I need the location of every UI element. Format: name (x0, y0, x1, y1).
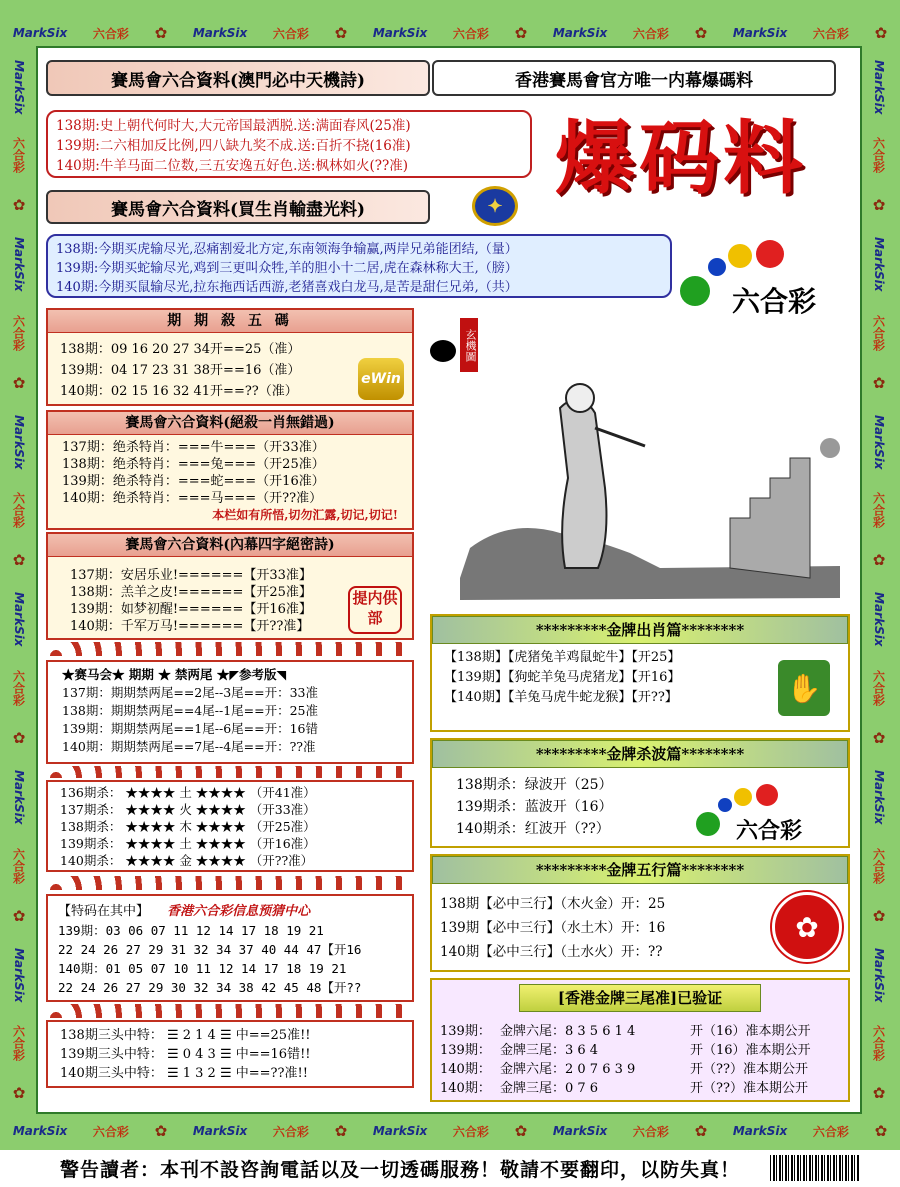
kill-element-row: 138期杀： ★★★★ 木 ★★★★ （开25准） (60, 819, 316, 834)
section-title: ★赛马会★ 期期 ★ 禁两尾 ★◤参考版◥ (62, 667, 287, 682)
special-row: 139期：03 06 07 11 12 14 17 18 19 21 (58, 923, 324, 938)
header-subtitle: 賽馬會六合資料(買生肖輸盡光料) (46, 190, 430, 224)
brand-marksix: MarkSix (12, 592, 26, 647)
flower-icon: ✿ (870, 906, 888, 925)
three-tail-row: 139期： 金牌三尾：3 6 4 开（16）准本期公开 (440, 1043, 811, 1058)
lose-line: 139期:今期买蛇输尽光,鸡到三更叫众牲,羊的胆小十二居,虎在森林称大王,（膀） (56, 261, 518, 276)
kill-one-row: 139期：绝杀特肖：===蛇===（开16准） (62, 474, 325, 489)
section-title: 賽馬會六合資料(絕殺一肖無錯過) (48, 412, 412, 435)
lose-line: 140期:今期买鼠输尽光,拉东拖西话西游,老猪喜戏白龙马,是苦是甜仨兄弟,（共） (56, 280, 518, 295)
brand-marksix: MarkSix (12, 59, 26, 114)
decorative-divider (46, 766, 414, 778)
flower-icon: ✿ (870, 551, 888, 570)
brand-marksix: MarkSix (872, 237, 886, 292)
brand-marksix: MarkSix (372, 1124, 428, 1138)
brand-liuhecai: 六合彩 (272, 1124, 309, 1139)
brand-liuhecai: 六合彩 (11, 847, 26, 884)
four-char-row: 139期：如梦初醒!======【开16准】 (70, 602, 312, 617)
header-left-title: 賽馬會六合資料(澳門必中天機詩) (46, 60, 430, 96)
brand-liuhecai: 六合彩 (812, 1124, 849, 1139)
poem-line: 138期:史上朝代何时大,大元帝国最洒脱.送:满面春风(25准) (56, 118, 411, 134)
brand-liuhecai: 六合彩 (871, 314, 886, 351)
flower-icon: ✿ (154, 24, 168, 42)
handshake-icon: ✋ (778, 660, 830, 716)
two-tail-row: 137期：期期禁两尾==2尾--3尾==开：33准 (62, 685, 319, 700)
lose-line: 138期:今期买虎输尽光,忍痛割爱北方定,东南领海争输赢,两岸兄弟能团结,（量） (56, 242, 518, 257)
jockey-club-logo: ✦ (472, 186, 518, 226)
brand-liuhecai: 六合彩 (871, 492, 886, 529)
brand-liuhecai: 六合彩 (812, 26, 849, 41)
two-tail-section (46, 660, 414, 764)
flower-icon: ✿ (10, 551, 28, 570)
gold-zodiac-section (430, 614, 850, 732)
brand-liuhecai: 六合彩 (11, 314, 26, 351)
five-row: 140期【必中三行】（土水火）开：?? (440, 944, 663, 960)
four-char-row: 138期：羔羊之皮!======【开25准】 (70, 585, 312, 600)
flower-icon: ✿ (10, 1084, 28, 1103)
three-head-row: 140期三头中特： ☰ 1 3 2 ☰ 中==??准!! (60, 1066, 308, 1081)
decorative-divider (46, 1004, 414, 1018)
kill-element-row: 137期杀： ★★★★ 火 ★★★★ （开33准） (60, 802, 316, 817)
decorative-divider (46, 642, 414, 656)
gold-five-section (430, 854, 850, 972)
special-center: 香港六合彩信息预猜中心 (167, 904, 311, 919)
section-title: *********金牌五行篇******** (432, 856, 848, 884)
flower-icon: ✿ (334, 1122, 348, 1140)
kill-element-section (46, 780, 414, 872)
brand-liuhecai: 六合彩 (871, 137, 886, 174)
kill-element-row: 136期杀： ★★★★ 土 ★★★★ （开41准） (60, 785, 316, 800)
section-title: *********金牌出肖篇******** (432, 616, 848, 644)
brand-marksix: MarkSix (12, 947, 26, 1003)
flower-icon: ✿ (334, 24, 348, 42)
flower-icon: ✿ (694, 1122, 708, 1140)
brand-liuhecai: 六合彩 (272, 26, 309, 41)
lose-zodiac-box (46, 234, 672, 298)
flower-icon: ✿ (694, 24, 708, 42)
brand-marksix: MarkSix (372, 26, 428, 40)
kill-five-row: 140期：02 15 16 32 41开==??（准） (60, 384, 298, 399)
flower-icon: ✿ (154, 1122, 168, 1140)
flower-icon: ✿ (874, 1122, 888, 1140)
poem-line: 139期:二六相加反比例,四八缺九奖不成.送:百折不挠(16准) (56, 138, 411, 154)
wave-row: 139期杀：蓝波开（16） (456, 799, 613, 815)
brand-marksix: MarkSix (192, 1124, 248, 1138)
flower-icon: ✿ (10, 728, 28, 747)
brand-liuhecai: 六合彩 (871, 847, 886, 884)
flower-icon: ✿ (10, 906, 28, 925)
header-right-title: 香港賽馬會官方唯一内幕爆碼料 (432, 60, 836, 96)
three-tail-section (430, 978, 850, 1102)
kill-five-row: 138期：09 16 20 27 34开==25（准） (60, 342, 301, 357)
brand-marksix: MarkSix (12, 770, 26, 825)
kill-element-row: 140期杀： ★★★★ 金 ★★★★ （开??准） (60, 853, 314, 868)
bauhinia-emblem-icon: ✿ (772, 892, 842, 962)
lottery-logo-small: 六合彩 (696, 780, 846, 846)
mystery-illustration (430, 318, 850, 608)
flower-icon: ✿ (514, 24, 528, 42)
decorative-divider (46, 876, 414, 890)
left-brand-band (6, 48, 32, 1114)
brand-liuhecai: 六合彩 (871, 1025, 886, 1062)
three-head-row: 138期三头中特： ☰ 2 1 4 ☰ 中==25准!! (60, 1028, 311, 1043)
flower-icon: ✿ (870, 728, 888, 747)
gold-zodiac-row: 【138期】【虎猪兔羊鸡鼠蛇牛】【开25】 (444, 650, 681, 665)
three-tail-row: 140期： 金牌三尾：0 7 6 开（??）准本期公开 (440, 1081, 808, 1096)
footer-warning (0, 1150, 900, 1187)
brand-liuhecai: 六合彩 (632, 26, 669, 41)
special-row: 22 24 26 27 29 30 32 34 38 42 45 48【开?? (58, 980, 362, 995)
section-title: 期 期 殺 五 碼 (48, 310, 412, 333)
kill-one-row: 137期：绝杀特肖：===牛===（开33准） (62, 440, 325, 455)
kill-five-row: 139期：04 17 23 31 38开==16（准） (60, 363, 301, 378)
lottery-logo: 六合彩 (680, 238, 860, 328)
brand-marksix: MarkSix (872, 770, 886, 825)
logo-icon (430, 340, 456, 362)
three-tail-row: 139期： 金牌六尾：8 3 5 6 1 4 开（16）准本期公开 (440, 1024, 811, 1039)
flower-icon: ✿ (874, 24, 888, 42)
two-tail-row: 139期：期期禁两尾==1尾--6尾==开：16错 (62, 721, 319, 736)
kill-one-row: 140期：绝杀特肖：===马===（开??准） (62, 491, 323, 506)
brand-marksix: MarkSix (12, 1124, 68, 1138)
five-row: 138期【必中三行】（木火金）开：25 (440, 896, 666, 912)
special-section (46, 894, 414, 1002)
three-head-section (46, 1020, 414, 1088)
right-brand-band (866, 48, 892, 1114)
brand-liuhecai: 六合彩 (11, 137, 26, 174)
four-char-row: 137期：安居乐业!======【开33准】 (70, 568, 312, 583)
special-row: 22 24 26 27 29 31 32 34 37 40 44 47【开16 (58, 942, 362, 957)
two-tail-row: 138期：期期禁两尾==4尾--1尾==开：25准 (62, 703, 319, 718)
warning-text: 警告讀者：本刊不設咨詢電話以及一切透碼服務！敬請不要翻印，以防失真！ (60, 1159, 741, 1181)
xuanji-tag: 玄機圖 (460, 318, 478, 372)
inside-stamp: 提内供部 (348, 586, 402, 634)
brand-liuhecai: 六合彩 (452, 1124, 489, 1139)
special-label: 【特码在其中】 (58, 904, 150, 919)
three-head-row: 139期三头中特： ☰ 0 4 3 ☰ 中==16错!! (60, 1047, 311, 1062)
bottom-brand-band (0, 1118, 900, 1144)
wave-row: 140期杀：红波开（??） (456, 821, 610, 837)
wave-row: 138期杀：绿波开（25） (456, 777, 613, 793)
flower-icon: ✿ (870, 373, 888, 392)
brand-marksix: MarkSix (732, 26, 788, 40)
brand-marksix: MarkSix (552, 1124, 608, 1138)
brand-marksix: MarkSix (12, 237, 26, 292)
big-title: 爆码料 (555, 111, 807, 205)
kill-one-note: 本栏如有所悟,切勿汇露,切记,切记! (212, 508, 398, 522)
three-tail-row: 140期： 金牌六尾：2 0 7 6 3 9 开（??）准本期公开 (440, 1062, 808, 1077)
flower-icon: ✿ (10, 196, 28, 215)
top-brand-band (0, 22, 900, 44)
gold-wave-section (430, 738, 850, 848)
brand-liuhecai: 六合彩 (632, 1124, 669, 1139)
ewin-badge: eWin (358, 358, 404, 400)
four-char-row: 140期：千军万马!======【开??准】 (70, 619, 310, 634)
flower-icon: ✿ (10, 373, 28, 392)
brand-marksix: MarkSix (872, 59, 886, 114)
five-row: 139期【必中三行】（水土木）开：16 (440, 920, 666, 936)
brand-liuhecai: 六合彩 (92, 1124, 129, 1139)
section-title: 賽馬會六合資料(內幕四字絕密詩) (48, 534, 412, 557)
brand-liuhecai: 六合彩 (871, 669, 886, 706)
flower-icon: ✿ (870, 196, 888, 215)
brand-marksix: MarkSix (12, 414, 26, 470)
flower-icon: ✿ (514, 1122, 528, 1140)
brand-marksix: MarkSix (552, 26, 608, 40)
brand-marksix: MarkSix (12, 26, 68, 40)
brand-liuhecai: 六合彩 (92, 26, 129, 41)
brand-marksix: MarkSix (192, 26, 248, 40)
brand-marksix: MarkSix (872, 947, 886, 1003)
brand-liuhecai: 六合彩 (452, 26, 489, 41)
brand-marksix: MarkSix (732, 1124, 788, 1138)
section-title: *********金牌杀波篇******** (432, 740, 848, 768)
brand-marksix: MarkSix (872, 592, 886, 647)
gold-zodiac-row: 【139期】【狗蛇羊兔马虎猪龙】【开16】 (444, 670, 681, 685)
kill-five-section (46, 308, 414, 406)
poem-box (46, 110, 532, 178)
kill-one-row: 138期：绝杀特肖：===兔===（开25准） (62, 457, 325, 472)
flower-icon: ✿ (870, 1084, 888, 1103)
brand-liuhecai: 六合彩 (11, 1025, 26, 1062)
kill-one-section (46, 410, 414, 530)
special-row: 140期：01 05 07 10 11 12 14 17 18 19 21 (58, 961, 347, 976)
barcode (770, 1155, 860, 1181)
two-tail-row: 140期：期期禁两尾==7尾--4尾==开：??准 (62, 739, 316, 754)
gold-zodiac-row: 【140期】【羊兔马虎牛蛇龙猴】【开??】 (444, 690, 678, 705)
kill-element-row: 139期杀： ★★★★ 土 ★★★★ （开16准） (60, 836, 316, 851)
four-char-section (46, 532, 414, 640)
brand-liuhecai: 六合彩 (11, 492, 26, 529)
section-title: [香港金牌三尾准]已验证 (519, 984, 761, 1012)
poem-line: 140期:牛羊马面二位数,三五安逸五好色.送:枫林如火(??准) (56, 158, 408, 174)
brand-marksix: MarkSix (872, 414, 886, 470)
brand-liuhecai: 六合彩 (11, 669, 26, 706)
